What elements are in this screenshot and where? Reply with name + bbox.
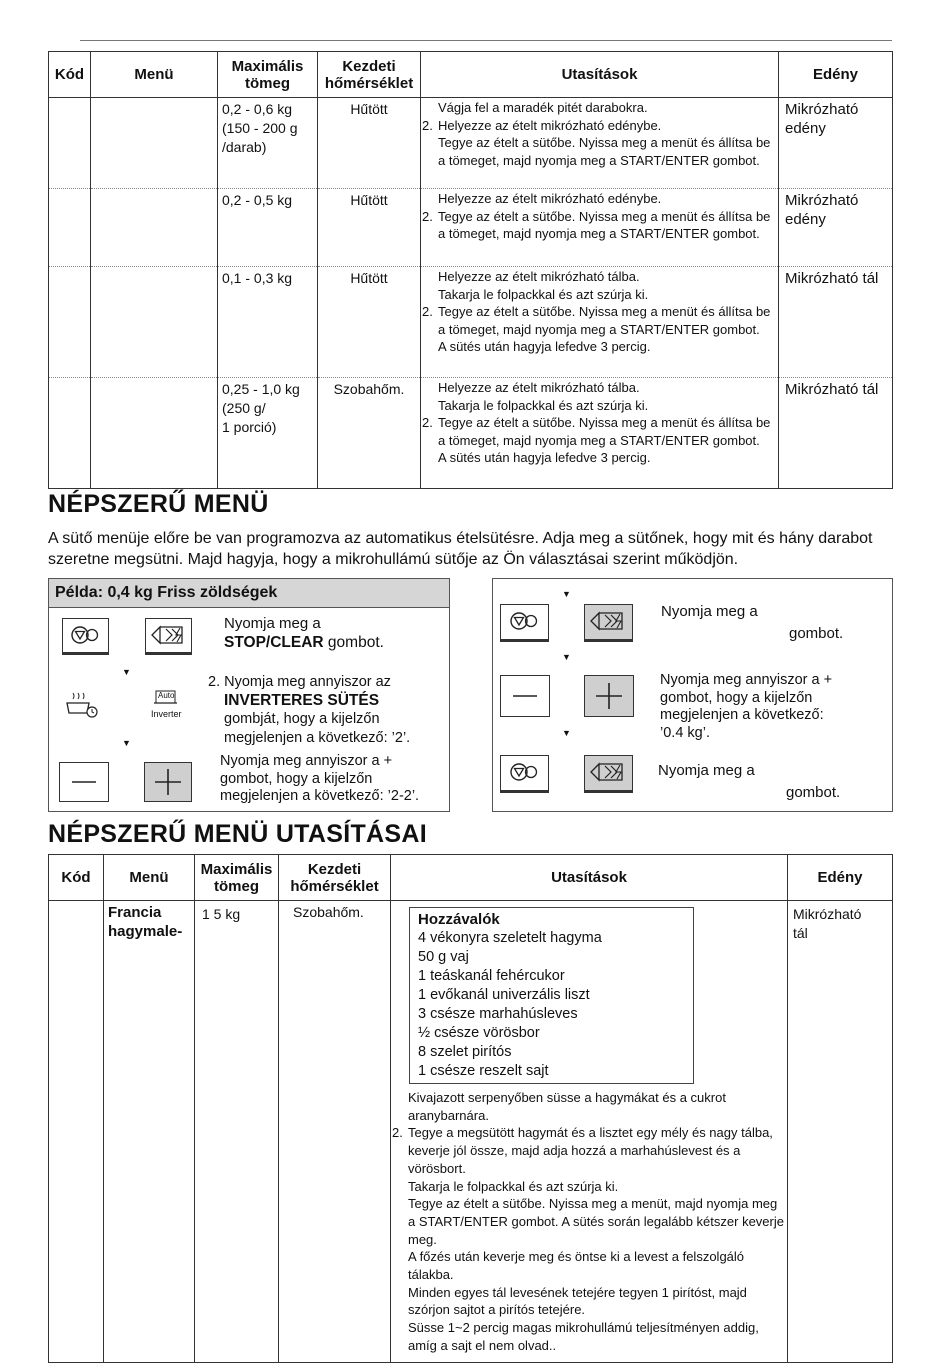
menu-cell [91, 98, 218, 189]
ingredient-item: 8 szelet pirítós [418, 1044, 512, 1060]
start-enter-icon [146, 619, 191, 651]
code-cell [49, 189, 91, 267]
step-item: A főzés után keverje meg és öntse ki a levest a felszolgáló tálakba. [408, 1249, 745, 1283]
code-cell [49, 98, 91, 189]
ingredient-item: 50 g vaj [418, 949, 469, 965]
arrow-down-icon: ▼ [562, 728, 571, 738]
instructions-cell [421, 378, 779, 489]
weight-cell: 0,2 - 0,6 kg (150 - 200 g /darab) [218, 98, 318, 189]
step3-text: Nyomja meg annyiszor a + gombot, hogy a kijelzőn megjelenjen a következő: ’2-2’. [220, 753, 420, 804]
table-row [49, 267, 893, 378]
step-item: 2. Tegye a megsütött hagymát és a lisztet egy mély és nagy tálba, keverje jól össze, majd adja hozzá a marhahúslevest és a vörösbort. [392, 1125, 773, 1176]
stop-clear-button[interactable] [500, 755, 549, 793]
table-row [49, 189, 893, 267]
start-enter-button[interactable] [145, 618, 192, 655]
plus-button[interactable] [584, 675, 634, 717]
ingredient-item: 3 csésze marhahúsleves [418, 1006, 578, 1022]
weight-cell: 0,25 - 1,0 kg (250 g/ 1 porció) [218, 378, 318, 489]
section-intro: A sütő menüje előre be van programozva az automatikus ételsütésre. Adja meg a sütőnek, hogy mit és hány darabot szeretne megsütni. Majd hagyja, hogy a mikrohullámú sütője az Ön választásai szerint működjön. [48, 530, 873, 568]
plus-button[interactable] [144, 762, 192, 802]
code-cell [49, 378, 91, 489]
weight-cell: 0,2 - 0,5 kg [218, 189, 318, 267]
menu-cell: Francia hagymale- [104, 901, 195, 1363]
step-item: Tegye az ételt a sütőbe. Nyissa meg a menüt, majd nyomja meg a START/ENTER gombot. A sütés során legalább kétszer keverje meg. [408, 1196, 784, 1247]
example-box-left [48, 578, 450, 812]
ingredient-item: 1 teáskanál fehércukor [418, 968, 565, 984]
step-item: Takarja le folpackkal és azt szúrja ki. [438, 286, 649, 302]
header-vessel: Edény [779, 52, 893, 98]
header-start-temp: Kezdeti hőmérséklet [318, 52, 421, 98]
minus-icon [60, 763, 108, 801]
minus-icon [501, 676, 549, 716]
header-code: Kód [49, 52, 91, 98]
instructions-cell [421, 189, 779, 267]
ingredient-item: 1 csésze reszelt sajt [418, 1063, 549, 1079]
stop-clear-icon [63, 619, 108, 651]
stop-clear-button[interactable] [500, 604, 549, 642]
step1-text: Nyomja meg a STOP/CLEAR gombot. [224, 615, 384, 651]
plus-icon [145, 763, 191, 801]
temp-cell: Hűtött [318, 98, 421, 189]
arrow-down-icon: ▼ [122, 667, 131, 677]
code-cell [49, 267, 91, 378]
code-cell [49, 901, 104, 1363]
steam-pot-icon [59, 689, 105, 723]
header-max-weight: Maximális tömeg [195, 855, 279, 901]
header-instructions: Utasítások [421, 52, 779, 98]
menu-cell [91, 189, 218, 267]
start-enter-icon [585, 756, 632, 789]
ingredients-title: Hozzávalók [418, 911, 500, 928]
right-step2-text: Nyomja meg annyiszor a + gombot, hogy a kijelzőn megjelenjen a következő: ’0.4 kg’. [660, 672, 833, 741]
vessel-cell: Mikrózható tál [788, 901, 893, 1363]
arrow-down-icon: ▼ [562, 589, 571, 599]
step-item: Helyezze az ételt mikrózható tálba. [438, 269, 640, 284]
header-code: Kód [49, 855, 104, 901]
step-item: Vágja fel a maradék pitét darabokra. [438, 100, 648, 115]
stop-clear-button[interactable] [62, 618, 109, 655]
temp-cell: Szobahőm. [318, 378, 421, 489]
temp-cell: Hűtött [318, 267, 421, 378]
step2-text: 2. Nyomja meg annyiszor az INVERTERES SÜTÉS gombját, hogy a kijelzőn megjelenjen a következő: ’2’. [208, 674, 411, 746]
recipe-table-bottom [48, 854, 893, 1363]
instructions-cell [421, 267, 779, 378]
step-item: Kivajazott serpenyőben süsse a hagymákat és a cukrot aranybarnára. [408, 1090, 726, 1123]
temp-cell: Hűtött [318, 189, 421, 267]
example-title: Példa: 0,4 kg Friss zöldségek [49, 579, 449, 608]
example-box-right [492, 578, 893, 812]
step-item: A sütés után hagyja lefedve 3 percig. [438, 450, 651, 466]
step-item: A sütés után hagyja lefedve 3 percig. [438, 339, 651, 355]
step-item: 2. Tegye az ételt a sütőbe. Nyissa meg a menüt és állítsa be a tömeget, majd nyomja meg a START/ENTER gombot. [422, 208, 771, 242]
auto-inverter-button[interactable] [142, 687, 189, 725]
table-row [49, 98, 893, 189]
plus-icon [585, 676, 633, 716]
stop-clear-icon [501, 756, 548, 789]
header-rule [80, 40, 892, 41]
inverter-label: Inverter [151, 709, 182, 719]
menu-cell [91, 267, 218, 378]
table-row [49, 901, 893, 1363]
arrow-down-icon: ▼ [562, 652, 571, 662]
weight-cell: 1 5 kg [195, 901, 279, 1363]
vessel-cell: Mikrózható tál [779, 267, 893, 378]
recipe-table-top [48, 51, 893, 489]
minus-button[interactable] [59, 762, 109, 802]
weight-cell: 0,1 - 0,3 kg [218, 267, 318, 378]
vessel-cell: Mikrózható tál [779, 378, 893, 489]
minus-button[interactable] [500, 675, 550, 717]
start-enter-icon [585, 605, 632, 638]
section-title-popular-menu: NÉPSZERŰ MENÜ [48, 490, 269, 518]
temp-cell: Szobahőm. [279, 901, 391, 1363]
instructions-cell [391, 901, 788, 1363]
ingredient-item: ½ csésze vörösbor [418, 1025, 540, 1041]
stop-clear-icon [501, 605, 548, 638]
header-max-weight: Maximális tömeg [218, 52, 318, 98]
ingredients-box [409, 907, 694, 1084]
vessel-cell: Mikrózható edény [779, 98, 893, 189]
step-item: Süsse 1~2 percig magas mikrohullámú teljesítményen addig, amíg a sajt el nem olvad.. [408, 1320, 759, 1353]
step-item: Tegye az ételt a sütőbe. Nyissa meg a menüt és állítsa be a tömeget, majd nyomja meg a START/ENTER gombot. [438, 135, 771, 168]
auto-label: Auto [158, 691, 175, 700]
header-menu: Menü [91, 52, 218, 98]
start-enter-button[interactable] [584, 604, 633, 642]
step-item: Helyezze az ételt mikrózható edénybe. [438, 191, 662, 206]
section-title-popular-menu-instructions: NÉPSZERŰ MENÜ UTASÍTÁSAI [48, 820, 427, 848]
step-item: 2. Helyezze az ételt mikrózható edénybe. [422, 117, 662, 133]
step-item: Minden egyes tál levesének tetejére tegyen 1 pirítóst, majd szórjon sajtot a pirítós tetejére. [408, 1284, 747, 1318]
right-step1-text: Nyomja meg a gombot. [661, 603, 844, 642]
ingredient-item: 4 vékonyra szeletelt hagyma [418, 930, 602, 946]
arrow-down-icon: ▼ [122, 738, 131, 748]
step-item: Takarja le folpackkal és azt szúrja ki. [408, 1178, 619, 1194]
header-instructions: Utasítások [391, 855, 788, 901]
steam-cook-button[interactable] [59, 689, 105, 723]
start-enter-button[interactable] [584, 755, 633, 793]
header-vessel: Edény [788, 855, 893, 901]
ingredient-item: 1 evőkanál univerzális liszt [418, 987, 590, 1003]
header-menu: Menü [104, 855, 195, 901]
instructions-cell [421, 98, 779, 189]
step-item: Takarja le folpackkal és azt szúrja ki. [438, 397, 649, 413]
table-row [49, 378, 893, 489]
header-start-temp: Kezdeti hőmérséklet [279, 855, 391, 901]
step-item: Helyezze az ételt mikrózható tálba. [438, 380, 640, 395]
menu-cell [91, 378, 218, 489]
step-item: 2. Tegye az ételt a sütőbe. Nyissa meg a menüt és állítsa be a tömeget, majd nyomja meg a START/ENTER gombot. [422, 415, 771, 448]
step-item: 2. Tegye az ételt a sütőbe. Nyissa meg a menüt és állítsa be a tömeget, majd nyomja meg a START/ENTER gombot. [422, 304, 771, 337]
right-step3-text: Nyomja meg a gombot. [658, 762, 841, 801]
steps-list [391, 1088, 787, 1355]
vessel-cell: Mikrózható edény [779, 189, 893, 267]
